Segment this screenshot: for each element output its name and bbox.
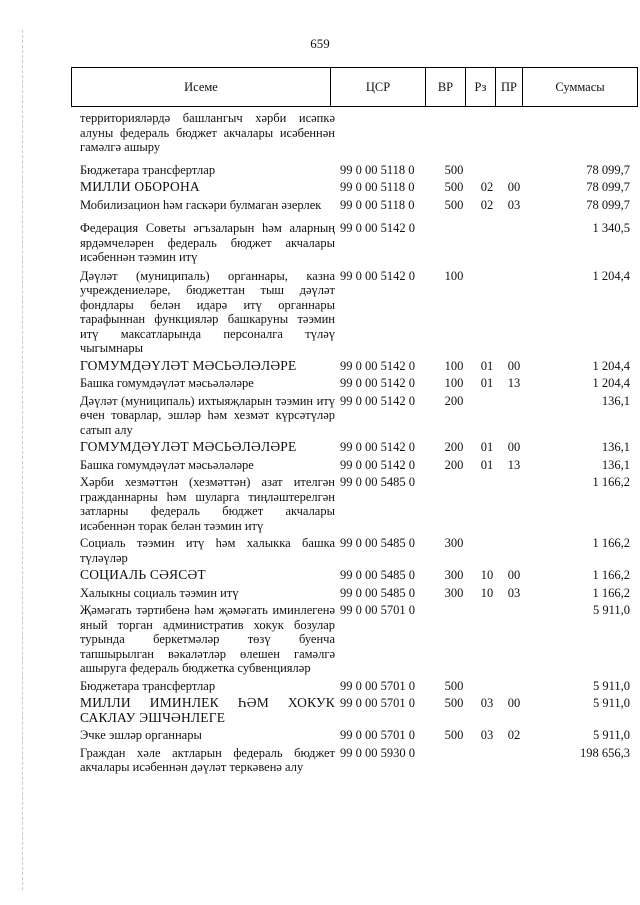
cell-sum: 136,1 bbox=[601, 393, 630, 408]
cell-pr: 00 bbox=[507, 440, 521, 454]
cell-name: Дәүләт (муниципаль) органнары, казна учреждениеләре, бюджеттан тыш дәүләт фондлары белән идарә итү органнары тарафыннан функцияләр башкаруны тәэмин итү максатларында персоналга түләү чыгымнары bbox=[80, 268, 335, 355]
cell-sum: 1 166,2 bbox=[592, 568, 630, 582]
cell-csr: 99 0 00 5142 0 bbox=[340, 440, 415, 454]
cell-rz: 01 bbox=[480, 376, 494, 390]
cell-name: Федерация Советы әгъзаларын һәм аларның ярдәмчеләрен федераль бюджет акчалары исәбеннән тәэмин итү bbox=[80, 221, 335, 264]
cell-name: СОЦИАЛЬ СӘЯСӘТ bbox=[80, 567, 206, 582]
cell-sum: 1 204,4 bbox=[592, 268, 630, 283]
header-csr: ЦСР bbox=[331, 68, 426, 106]
cell-pr: 02 bbox=[507, 728, 521, 742]
cell-pr: 00 bbox=[507, 696, 521, 710]
cell-rz: 03 bbox=[480, 728, 494, 742]
cell-vr: 100 bbox=[444, 268, 464, 283]
cell-vr: 100 bbox=[444, 358, 464, 373]
table-row bbox=[80, 111, 630, 155]
cell-csr: 99 0 00 5118 0 bbox=[340, 162, 415, 177]
table-row bbox=[80, 586, 630, 601]
cell-csr: 99 0 00 5142 0 bbox=[340, 221, 415, 235]
cell-rz: 01 bbox=[480, 440, 494, 454]
cell-sum: 198 656,3 bbox=[580, 745, 630, 760]
cell-vr: 500 bbox=[444, 728, 464, 742]
cell-pr: 03 bbox=[507, 197, 521, 212]
table-row bbox=[80, 269, 630, 356]
cell-vr: 500 bbox=[444, 696, 464, 710]
cell-rz: 03 bbox=[480, 696, 494, 710]
table-row bbox=[80, 394, 630, 438]
cell-vr: 500 bbox=[444, 180, 464, 194]
cell-csr: 99 0 00 5485 0 bbox=[340, 475, 415, 489]
table-header bbox=[71, 67, 638, 107]
cell-sum: 1 166,2 bbox=[592, 536, 630, 550]
cell-sum: 5 911,0 bbox=[592, 603, 630, 617]
cell-vr: 200 bbox=[444, 457, 464, 472]
cell-vr: 300 bbox=[444, 568, 464, 582]
table-row bbox=[80, 359, 630, 374]
cell-rz: 02 bbox=[480, 180, 494, 194]
cell-csr: 99 0 00 5142 0 bbox=[340, 376, 415, 390]
cell-vr: 300 bbox=[444, 536, 464, 550]
cell-name: Социаль тәэмин итү һәм халыкка башка түләүләр bbox=[80, 536, 335, 565]
table-row bbox=[80, 536, 630, 565]
table-row bbox=[80, 221, 630, 265]
table-row bbox=[80, 458, 630, 473]
cell-name: Башка гомумдәүләт мәсьәләләре bbox=[80, 376, 254, 390]
table-row bbox=[80, 376, 630, 391]
cell-name: Бюджетара трансфертлар bbox=[80, 162, 216, 177]
header-sum: Суммасы bbox=[555, 79, 605, 94]
cell-sum: 78 099,7 bbox=[586, 162, 630, 177]
cell-csr: 99 0 00 5485 0 bbox=[340, 568, 415, 582]
cell-sum: 1 340,5 bbox=[592, 221, 630, 235]
table-row bbox=[80, 679, 630, 694]
header-pr: ПР bbox=[496, 68, 523, 106]
cell-name: Башка гомумдәүләт мәсьәләләре bbox=[80, 457, 254, 472]
cell-name: Җәмәгать тәртибенә һәм җәмәгать иминлегенә яный торган административ хокук бозулар турында беркетмәләр төзү буенча тапшырылган вәкаләтләр өлешен гамәлгә ашыруга федераль бюджетка субвенцияләр bbox=[80, 603, 335, 675]
cell-csr: 99 0 00 5701 0 bbox=[340, 603, 415, 617]
cell-name: Бюджетара трансфертлар bbox=[80, 678, 216, 693]
table-row bbox=[80, 163, 630, 178]
cell-csr: 99 0 00 5930 0 bbox=[340, 745, 415, 760]
table-row bbox=[80, 696, 630, 725]
cell-sum: 1 166,2 bbox=[592, 475, 630, 489]
table-row bbox=[80, 440, 630, 455]
cell-csr: 99 0 00 5701 0 bbox=[340, 678, 415, 693]
cell-vr: 500 bbox=[444, 197, 464, 212]
cell-sum: 5 911,0 bbox=[592, 678, 630, 693]
margin-dashed-line bbox=[22, 30, 23, 890]
cell-pr: 00 bbox=[507, 180, 521, 194]
cell-pr: 00 bbox=[507, 358, 521, 373]
cell-sum: 1 166,2 bbox=[592, 585, 630, 600]
cell-sum: 1 204,4 bbox=[592, 358, 630, 373]
cell-pr: 13 bbox=[507, 457, 521, 472]
page-number: 659 bbox=[310, 36, 330, 51]
cell-pr: 00 bbox=[507, 568, 521, 582]
cell-name: ГОМУМДӘҮЛӘТ МӘСЬӘЛӘЛӘРЕ bbox=[80, 357, 297, 373]
cell-sum: 136,1 bbox=[601, 457, 630, 472]
cell-sum: 5 911,0 bbox=[592, 696, 630, 710]
cell-vr: 200 bbox=[444, 393, 464, 408]
cell-vr: 100 bbox=[444, 376, 464, 390]
cell-rz: 02 bbox=[480, 197, 494, 212]
cell-csr: 99 0 00 5142 0 bbox=[340, 268, 415, 283]
cell-name: Халыкны социаль тәэмин итү bbox=[80, 585, 239, 600]
cell-sum: 1 204,4 bbox=[592, 376, 630, 390]
cell-name: Граждан хәле актларын федераль бюджет акчалары исәбеннән дәүләт теркәвенә алу bbox=[80, 745, 335, 774]
cell-vr: 500 bbox=[444, 678, 464, 693]
cell-rz: 10 bbox=[480, 585, 494, 600]
cell-sum: 78 099,7 bbox=[586, 197, 630, 212]
cell-vr: 500 bbox=[444, 162, 464, 177]
cell-vr: 200 bbox=[444, 440, 464, 454]
cell-sum: 5 911,0 bbox=[592, 728, 630, 742]
header-name: Исеме bbox=[72, 68, 331, 106]
cell-name: Хәрби хезмәттән (хезмәттән) азат ителгән гражданнарны һәм шуларга тиңләштерелгән затларны федераль бюджет акчалары исәбеннән торак белән тәэмин итү bbox=[80, 475, 335, 533]
table-row bbox=[80, 568, 630, 583]
cell-rz: 10 bbox=[480, 568, 494, 582]
cell-rz: 01 bbox=[480, 358, 494, 373]
cell-csr: 99 0 00 5701 0 bbox=[340, 696, 415, 710]
cell-name: Мобилизацион һәм гаскәри булмаган әзерлек bbox=[80, 197, 322, 212]
cell-name: Эчке эшләр органнары bbox=[80, 728, 202, 742]
table-row bbox=[80, 475, 630, 533]
cell-vr: 300 bbox=[444, 585, 464, 600]
cell-name: территорияләрдә башлангыч хәрби исәпкә алуны федераль бюджет акчалары исәбеннән гамәлгә ашыру bbox=[80, 111, 335, 154]
cell-csr: 99 0 00 5142 0 bbox=[340, 457, 415, 472]
cell-name: ГОМУМДӘҮЛӘТ МӘСЬӘЛӘЛӘРЕ bbox=[80, 439, 297, 454]
header-vr: ВР bbox=[426, 68, 466, 106]
cell-name: Дәүләт (муниципаль) ихтыяҗларын тәэмин итү өчен товарлар, эшләр һәм хезмәт күрсәтүләр сатып алу bbox=[80, 393, 335, 437]
table-row bbox=[80, 746, 630, 775]
cell-rz: 01 bbox=[480, 457, 494, 472]
header-rz: Рз bbox=[466, 68, 496, 106]
cell-csr: 99 0 00 5485 0 bbox=[340, 585, 415, 600]
table-row bbox=[80, 728, 630, 743]
cell-name: МИЛЛИ ИМИНЛЕК ҺӘМ ХОКУК САКЛАУ ЭШЧӘНЛЕГЕ bbox=[80, 695, 335, 725]
cell-csr: 99 0 00 5142 0 bbox=[340, 358, 415, 373]
cell-csr: 99 0 00 5118 0 bbox=[340, 180, 415, 194]
table-row bbox=[80, 198, 630, 213]
cell-csr: 99 0 00 5118 0 bbox=[340, 197, 415, 212]
cell-pr: 03 bbox=[507, 585, 521, 600]
cell-pr: 13 bbox=[507, 376, 521, 390]
cell-name: МИЛЛИ ОБОРОНА bbox=[80, 179, 200, 194]
cell-csr: 99 0 00 5701 0 bbox=[340, 728, 415, 742]
cell-csr: 99 0 00 5142 0 bbox=[340, 393, 415, 408]
cell-sum: 136,1 bbox=[601, 440, 630, 454]
table-row bbox=[80, 180, 630, 195]
cell-csr: 99 0 00 5485 0 bbox=[340, 536, 415, 550]
table-row bbox=[80, 603, 630, 676]
table-body bbox=[80, 108, 630, 775]
cell-sum: 78 099,7 bbox=[586, 180, 630, 194]
